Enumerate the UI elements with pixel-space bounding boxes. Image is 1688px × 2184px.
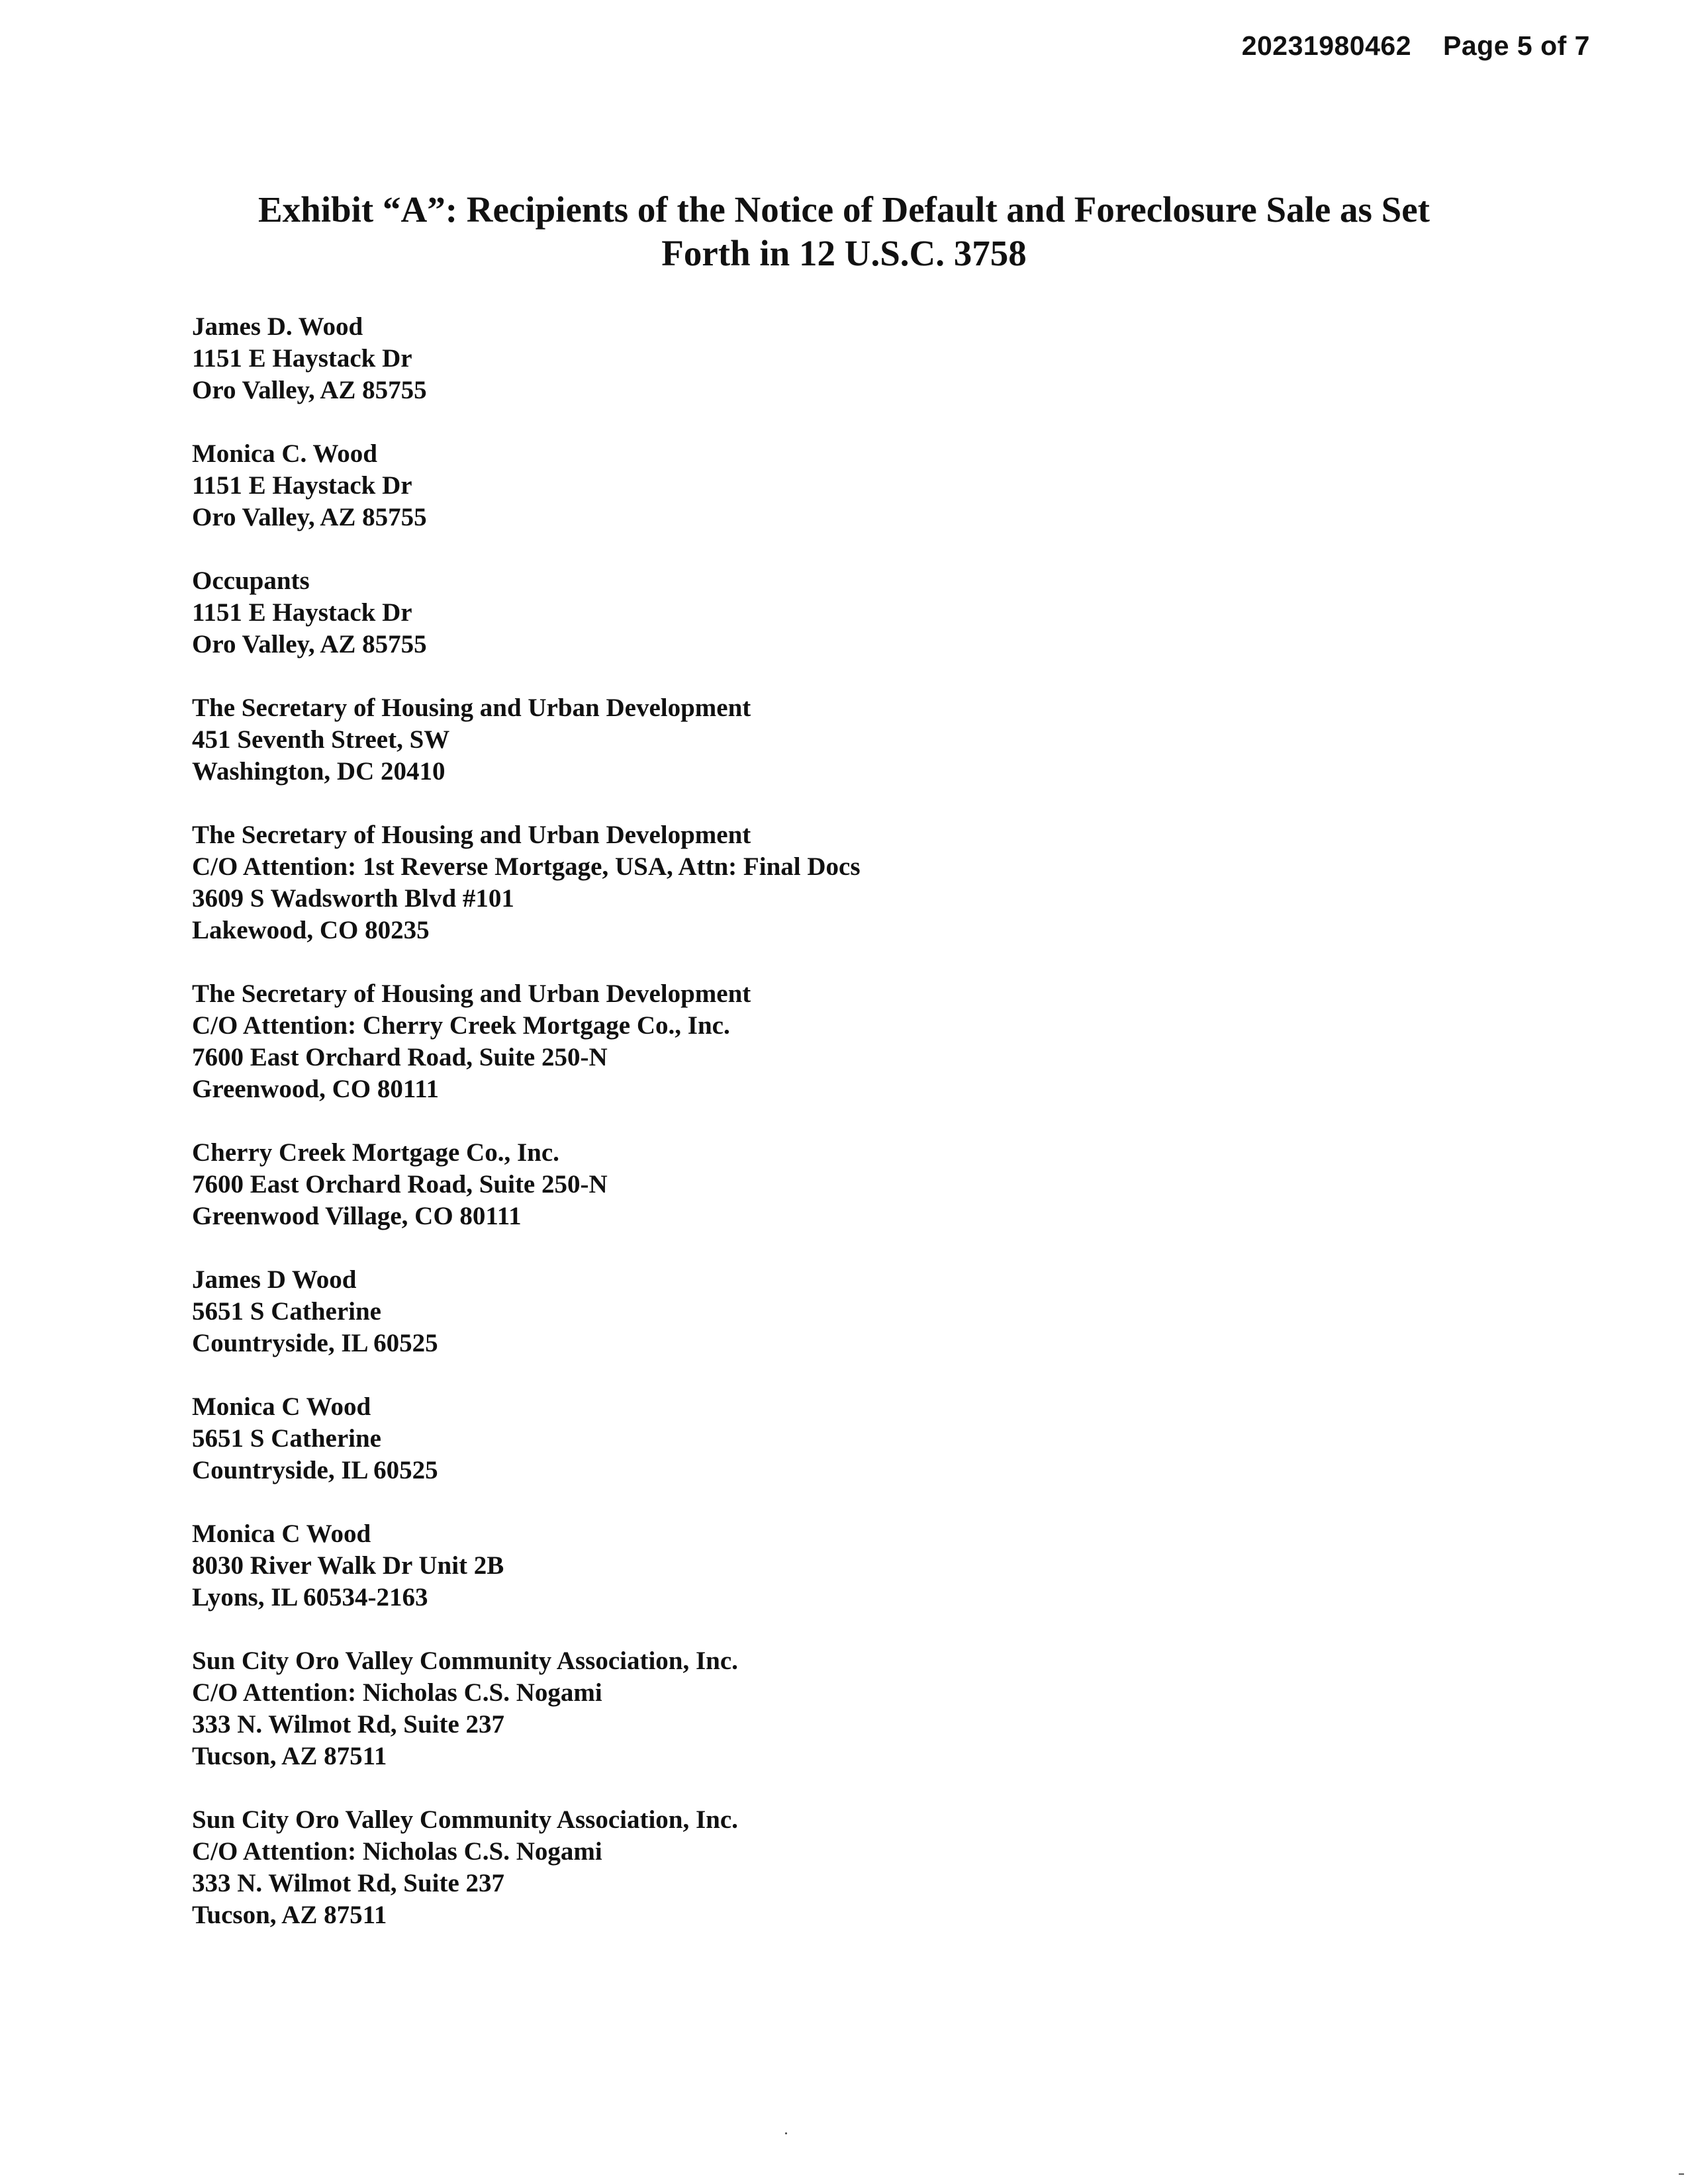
recipient-address-line: 3609 S Wadsworth Blvd #101 [192,884,514,913]
recipient-address-line: Washington, DC 20410 [192,757,445,786]
recipient-address-line: 5651 S Catherine [192,1297,381,1326]
recipient-address-line: 1151 E Haystack Dr [192,471,412,500]
recipient-name: The Secretary of Housing and Urban Development [192,821,751,849]
recipient-address-line: 8030 River Walk Dr Unit 2B [192,1551,504,1580]
recipient-address-line: C/O Attention: Cherry Creek Mortgage Co., Inc. [192,1011,730,1040]
recipient-address-line: Tucson, AZ 87511 [192,1742,387,1770]
recipient-address-block [192,1645,1383,1772]
recipient-name: Monica C. Wood [192,439,377,468]
recipient-name: Sun City Oro Valley Community Association, Inc. [192,1647,738,1675]
recipient-address-block [192,1137,1383,1232]
exhibit-title-line-1: Exhibit “A”: Recipients of the Notice of Default and Foreclosure Sale as Set [258,189,1430,230]
recipient-address-line: Tucson, AZ 87511 [192,1901,387,1929]
exhibit-title [172,188,1516,275]
page-header [1242,30,1590,62]
recipient-name: Occupants [192,567,310,595]
recipient-address-line: 1151 E Haystack Dr [192,598,412,627]
recipient-address-line: 7600 East Orchard Road, Suite 250-N [192,1170,608,1199]
recipient-address-line: Oro Valley, AZ 85755 [192,503,427,531]
recipient-address-line: Countryside, IL 60525 [192,1456,438,1484]
recipient-name: The Secretary of Housing and Urban Development [192,979,751,1008]
recipient-address-block [192,692,1383,788]
recipient-address-block [192,978,1383,1105]
recipient-address-line: 7600 East Orchard Road, Suite 250-N [192,1043,608,1071]
recipient-name: Sun City Oro Valley Community Association, Inc. [192,1805,738,1834]
recipient-address-line: Greenwood Village, CO 80111 [192,1202,522,1230]
recipient-name: Monica C Wood [192,1392,371,1421]
scan-edge-mark [1679,2173,1684,2175]
exhibit-title-line-2: Forth in 12 U.S.C. 3758 [661,233,1027,273]
recipient-address-line: C/O Attention: Nicholas C.S. Nogami [192,1837,602,1866]
recipient-address-line: Lyons, IL 60534-2163 [192,1583,428,1612]
recipient-address-block [192,311,1383,406]
recipient-address-line: C/O Attention: Nicholas C.S. Nogami [192,1678,602,1707]
recipient-name: Monica C Wood [192,1520,371,1548]
recipient-address-block [192,819,1383,946]
recipient-name: James D Wood [192,1265,357,1294]
recipient-address-line: 333 N. Wilmot Rd, Suite 237 [192,1710,505,1739]
recipient-address-block [192,1391,1383,1486]
recipient-address-block [192,1804,1383,1931]
recipient-list [192,311,1383,1963]
recipient-address-line: Oro Valley, AZ 85755 [192,376,427,404]
recipient-name: Cherry Creek Mortgage Co., Inc. [192,1138,559,1167]
recipient-address-line: Oro Valley, AZ 85755 [192,630,427,659]
recipient-name: James D. Wood [192,312,363,341]
recipient-address-line: Countryside, IL 60525 [192,1329,438,1357]
page-number: Page 5 of 7 [1443,30,1590,61]
recipient-name: The Secretary of Housing and Urban Development [192,694,751,722]
recipient-address-line: Lakewood, CO 80235 [192,916,430,944]
recipient-address-block [192,1518,1383,1614]
recipient-address-block [192,565,1383,660]
recipient-address-line: C/O Attention: 1st Reverse Mortgage, USA, Attn: Final Docs [192,852,861,881]
recipient-address-block [192,438,1383,533]
document-number: 20231980462 [1241,30,1412,61]
scan-speck [785,2132,787,2134]
recipient-address-line: 333 N. Wilmot Rd, Suite 237 [192,1869,505,1897]
recipient-address-line: 1151 E Haystack Dr [192,344,412,373]
recipient-address-line: Greenwood, CO 80111 [192,1075,440,1103]
recipient-address-line: 451 Seventh Street, SW [192,725,450,754]
recipient-address-block [192,1264,1383,1359]
recipient-address-line: 5651 S Catherine [192,1424,381,1453]
